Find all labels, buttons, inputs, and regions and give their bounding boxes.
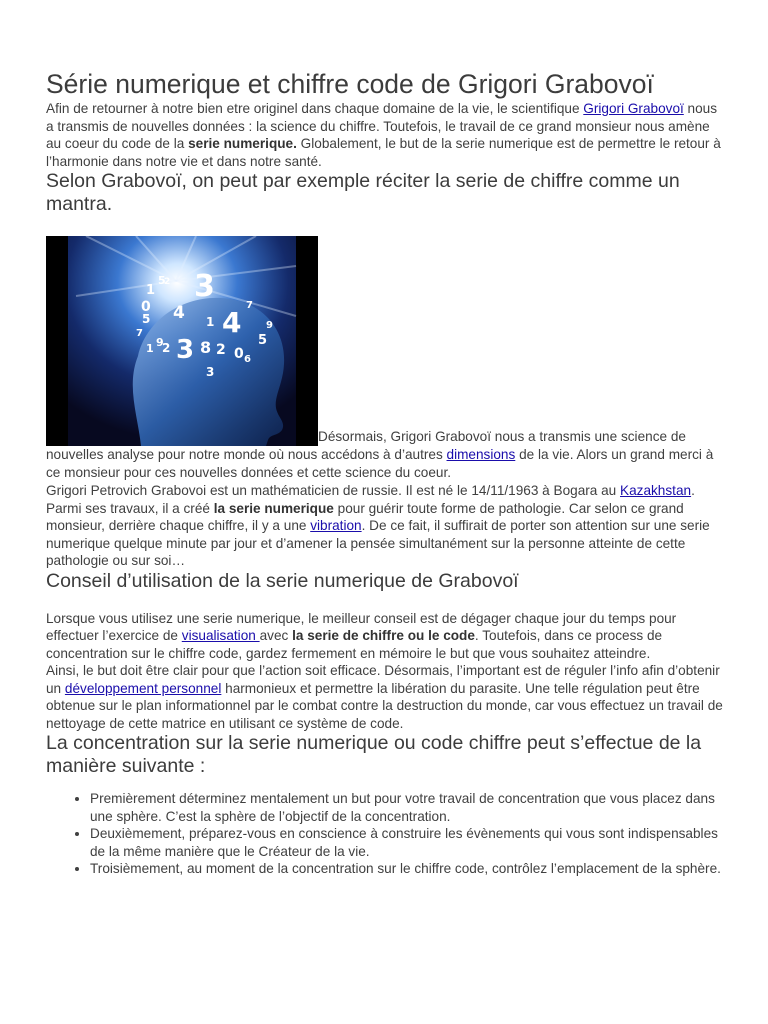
intro-bold-serie: serie numerique. xyxy=(188,136,297,151)
conseil-text-2: avec xyxy=(259,628,293,643)
link-visualisation[interactable]: visualisation xyxy=(181,628,260,643)
desormais-text-2: de la vie. Alors un grand merci à ce monsieur pour ces nouvelles données et cette science du coeur. xyxy=(46,447,714,480)
digit: 8 xyxy=(200,338,212,357)
digit: 7 xyxy=(246,300,253,311)
digit: 5 xyxy=(158,274,166,287)
bio-text-1: Grigori Petrovich Grabovoi est un mathématicien de russie. Il est né le 14/11/1963 à Bogara au xyxy=(46,483,621,498)
intro-text-2: nous a transmis de nouvelles données : la science du chiffre. Toutefois, le travail de ce grand monsieur nous amène au coeur du code de la xyxy=(46,101,718,151)
bio-paragraph xyxy=(46,482,726,570)
digit: 2 xyxy=(164,277,171,287)
digit: 1 xyxy=(146,342,154,355)
conseil-paragraph xyxy=(46,610,726,663)
digit: 7 xyxy=(136,328,143,339)
intro-text-3: Globalement, le but de la serie numerique est de permettre le retour à l’harmonie dans notre vie et dans notre santé. xyxy=(46,136,721,169)
conseil-bold: la serie de chiffre ou le code xyxy=(292,628,475,643)
digit: 4 xyxy=(173,303,185,323)
digit: 3 xyxy=(206,365,215,379)
steps-list xyxy=(46,790,726,878)
desormais-inline-text: Désormais, Grigori Grabovoï nous a transmis une science de nouvelles analyse pour notre monde où nous accédons à d’autres xyxy=(46,429,686,462)
digit: 5 xyxy=(142,312,151,326)
digit: 2 xyxy=(162,341,171,355)
digit: 6 xyxy=(244,354,251,365)
link-developpement-personnel[interactable]: développement personnel xyxy=(64,680,222,696)
digit: 2 xyxy=(216,342,226,358)
ainsi-paragraph xyxy=(46,662,726,732)
digit: 1 xyxy=(206,315,215,329)
digit: 1 xyxy=(146,283,156,298)
list-item: • Troisièmement, au moment de la concentration sur le chiffre code, contrôlez l’emplacement de la sphère. xyxy=(90,860,726,878)
head-numbers-image xyxy=(46,236,318,446)
bio-text-2: . Parmi ses travaux, il a créé xyxy=(46,483,695,516)
ainsi-text-1: Ainsi, le but doit être clair pour que l’action soit efficace. Désormais, l’important est de réguler l’info afin d’obtenir un xyxy=(46,663,720,696)
digit: 3 xyxy=(176,335,195,365)
digit: 4 xyxy=(222,306,242,339)
bio-text-4: . De ce fait, il suffirait de porter son attention sur une serie numerique quelque minute par jour et d’amener la pensée simultanément sur la personne atteinte de cette pathologie ou sur soi… xyxy=(46,518,710,568)
intro-text-1: Afin de retourner à notre bien etre originel dans chaque domaine de la vie, le scientifique xyxy=(46,101,584,116)
ainsi-text-2: harmonieux et permettre la libération du parasite. Une telle régulation peut être obtenue sur le plan informationnel par le combat contre la destruction du monde, car vous effectuez un travail de nettoyage de cette matrice en utilisant ce système de code. xyxy=(46,680,723,731)
digit: 9 xyxy=(266,320,273,331)
digit: 0 xyxy=(141,299,151,315)
heading-conseil: Conseil d’utilisation de la serie numerique de Grabovoï xyxy=(46,569,519,592)
link-vibration[interactable]: vibration xyxy=(310,518,362,533)
link-dimensions[interactable]: dimensions xyxy=(446,447,516,462)
digit: 0 xyxy=(234,346,244,362)
digit: 3 xyxy=(194,269,215,304)
link-kazakhstan[interactable]: Kazakhstan xyxy=(620,483,692,498)
digit: 9 xyxy=(156,336,164,349)
list-item: • Premièrement déterminez mentalement un but pour votre travail de concentration que vous placez dans une sphère. C’est la sphère de l’objectif de la concentration. xyxy=(90,790,726,825)
heading-concentration: La concentration sur la serie numerique ou code chiffre peut s’effectue de la manière suivante : xyxy=(46,732,702,777)
article xyxy=(46,68,726,878)
conseil-text-3: . Toutefois, dans ce process de concentration sur le chiffre code, gardez fermement en mémoire le but que vous souhaitez atteindre. xyxy=(46,628,663,661)
bio-bold-serie: la serie numerique xyxy=(213,500,334,516)
spacer xyxy=(46,593,726,610)
bio-text-3: pour guérir toute forme de pathologie. Car selon ce grand monsieur, derrière chaque chiffre, il y a une xyxy=(46,500,684,533)
conseil-text-1: Lorsque vous utilisez une serie numerique, le meilleur conseil est de dégager chaque jour du temps pour effectuer l’exercice de xyxy=(46,610,677,643)
digit: 5 xyxy=(258,333,268,348)
subtitle-mantra: Selon Grabovoï, on peut par exemple réciter la serie de chiffre comme un mantra. xyxy=(46,170,680,215)
intro-paragraph xyxy=(46,100,726,170)
list-item: • Deuxièmement, préparez-vous en conscience à construire les évènements qui vous sont indispensables de la même manière que le Créateur de la vie. xyxy=(90,825,726,860)
page-title: Série numerique et chiffre code de Grigori Grabovoï xyxy=(46,69,654,99)
link-grigori-grabovoi[interactable]: Grigori Grabovoï xyxy=(583,101,684,116)
